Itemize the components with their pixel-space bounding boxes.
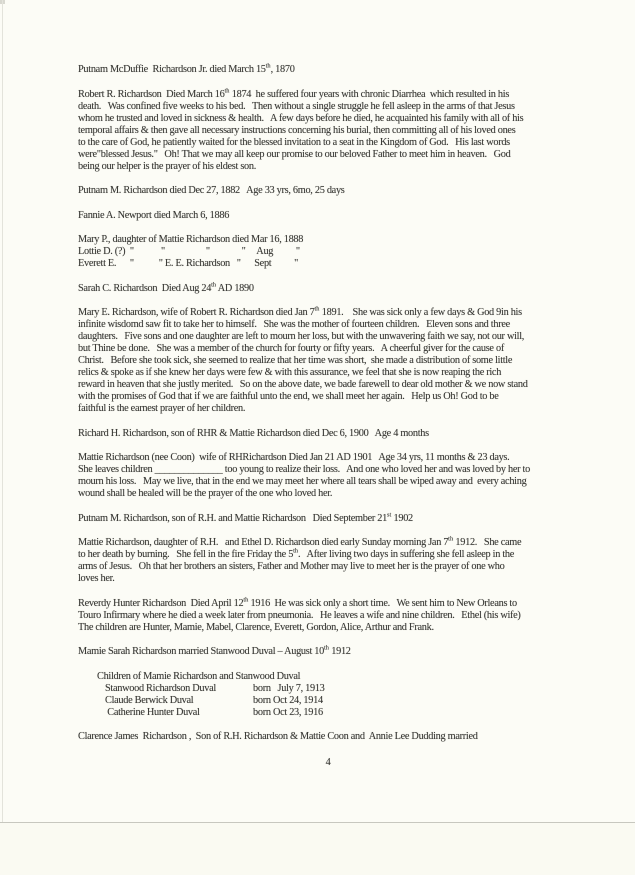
text-line: Sarah C. Richardson Died Aug 24th AD 1890 [78, 281, 254, 294]
text-line: whom he trusted and loved in sickness & health. A few days before he died, he acquainted his family with all of his [78, 112, 524, 124]
page-edge-left-line [2, 0, 3, 823]
page-number: 4 [325, 757, 331, 768]
text-line: infinite wisdomd saw fit to take her to himself. She was the mother of fourteen children. Eleven sons and three [78, 319, 510, 330]
paragraph [78, 185, 570, 197]
text-line: Mattie Richardson, daughter of R.H. and Ethel D. Richardson died early Sunday morning Jan 7th 1912. She came [78, 535, 522, 548]
paragraph [78, 307, 570, 415]
child-name: Stanwood Richardson Duval [105, 682, 216, 694]
table-header: Children of Mamie Richardson and Stanwood Duval [97, 670, 301, 682]
text-line: Mattie Richardson (nee Coon) wife of RHRichardson Died Jan 21 AD 1901 Age 34 yrs, 11 months & 23 days. [78, 452, 510, 463]
table-row [105, 695, 570, 707]
children-table [78, 671, 570, 719]
text-line: arms of Jesus. Oh that her brothers an sisters, Father and Mother may live to meet her is the prayer of one who [78, 561, 505, 572]
document-text [78, 64, 570, 769]
paragraph [78, 234, 570, 270]
text-line: Mamie Sarah Richardson married Stanwood Duval – August 10th 1912 [78, 644, 351, 657]
paragraph [78, 598, 570, 634]
text-line: Fannie A. Newport died March 6, 1886 [78, 209, 230, 221]
text-line: temporal affairs & then gave all necessary instructions concerning his burial, then committing all of his loved ones [78, 124, 516, 136]
text-line: but Thine be done. She was a member of the church for fourty or fifty years. A cheerful giver for the cause of [78, 343, 504, 354]
text-line: mourn his loss. May we live, that in the end we may meet her where all tears shall be wiped away and every aching [78, 476, 527, 487]
paragraph [78, 513, 570, 525]
table-row [105, 707, 570, 719]
child-name: Catherine Hunter Duval [105, 706, 200, 718]
text-line: Christ. Before she took sick, she seemed to realize that her time was short, she made a distribution of some little [78, 355, 513, 366]
text-line: relics & spoke as if she knew her days were few & with this assurance, we feel that she is now reaping the rich [78, 367, 502, 378]
paragraph [78, 428, 570, 440]
text-line: Putnam McDuffie Richardson Jr. died March 15th, 1870 [78, 62, 295, 75]
paragraph [78, 646, 570, 658]
scan-margin-strip [0, 823, 635, 875]
text-line: to the care of God, he patiently waited for the blessed invitation to a seat in the Kingdom of God. His last words [78, 136, 510, 148]
paragraph [78, 537, 570, 585]
text-line: Touro Infirmary where he died a week later from pneumonia. He leaves a wife and nine children. Ethel (his wife) [78, 609, 521, 621]
text-line: Lottie D. (?) " " " " Aug " [78, 246, 300, 257]
text-line: to her death by burning. She fell in the fire Friday the 5th. After living two days in suffering she fell asleep in the [78, 547, 515, 560]
text-line: Robert R. Richardson Died March 16th 1874 he suffered four years with chronic Diarrhea which resulted in his [78, 87, 510, 100]
text-line: Reverdy Hunter Richardson Died April 12th 1916 He was sick only a short time. We sent him to New Orleans to [78, 596, 517, 609]
text-line: loves her. [78, 573, 115, 584]
paragraph [78, 64, 570, 76]
text-line: were"blessed Jesus." Oh! That we may all keep our promise to our beloved Father to meet him in heaven. God [78, 148, 511, 160]
text-line: Clarence James Richardson , Son of R.H. Richardson & Mattie Coon and Annie Lee Dudding married [78, 731, 478, 742]
text-line: Mary P., daughter of Mattie Richardson died Mar 16, 1888 [78, 234, 304, 245]
text-line: Putnam M. Richardson died Dec 27, 1882 Age 33 yrs, 6mo, 25 days [78, 185, 345, 196]
text-line: wound shall be healed will be the prayer of the one who loved her. [78, 488, 333, 499]
paragraph [78, 452, 570, 500]
text-line: Everett E. " " E. E. Richardson " Sept " [78, 258, 299, 269]
paragraph [78, 283, 570, 295]
child-birth-date: born Oct 24, 1914 [253, 694, 323, 706]
page-edge-bottom-line [0, 822, 635, 823]
text-line: daughters. Five sons and one daughter are left to mourn her loss, but with the unwavering faith we say, not our will, [78, 331, 525, 342]
child-birth-date: born July 7, 1913 [253, 682, 325, 694]
text-line: reward in heaven that she justly merited. So on the above date, we bade farewell to dear old mother & we now stand [78, 379, 528, 390]
text-line: Mary E. Richardson, wife of Robert R. Richardson died Jan 7th 1891. She was sick only a few days & God 9in his [78, 305, 522, 318]
text-line: with the promises of God that if we are faithful unto the end, we shall meet her again. Help us Oh! God to be [78, 391, 499, 402]
text-line: Richard H. Richardson, son of RHR & Mattie Richardson died Dec 6, 1900 Age 4 months [78, 427, 429, 439]
document-blocks [78, 64, 570, 743]
paragraph [78, 210, 570, 222]
child-name: Claude Berwick Duval [105, 694, 194, 706]
table-row [105, 683, 570, 695]
text-line: The children are Hunter, Mamie, Mabel, Clarence, Everett, Gordon, Alice, Arthur and Frank. [78, 621, 434, 633]
text-line: Putnam M. Richardson, son of R.H. and Mattie Richardson Died September 21st 1902 [78, 511, 413, 524]
text-line: death. Was confined five weeks to his bed. Then without a single struggle he fell asleep in the arms of that Jesus [78, 100, 515, 112]
text-line: being our helper is the prayer of his eldest son. [78, 160, 257, 172]
paragraph [78, 731, 570, 743]
child-birth-date: born Oct 23, 1916 [253, 706, 323, 718]
text-line: faithful is the earnest prayer of her children. [78, 403, 246, 414]
text-line: She leaves children ______________ too young to realize their loss. And one who loved her and was loved by her to [78, 464, 530, 475]
paragraph [78, 89, 570, 173]
